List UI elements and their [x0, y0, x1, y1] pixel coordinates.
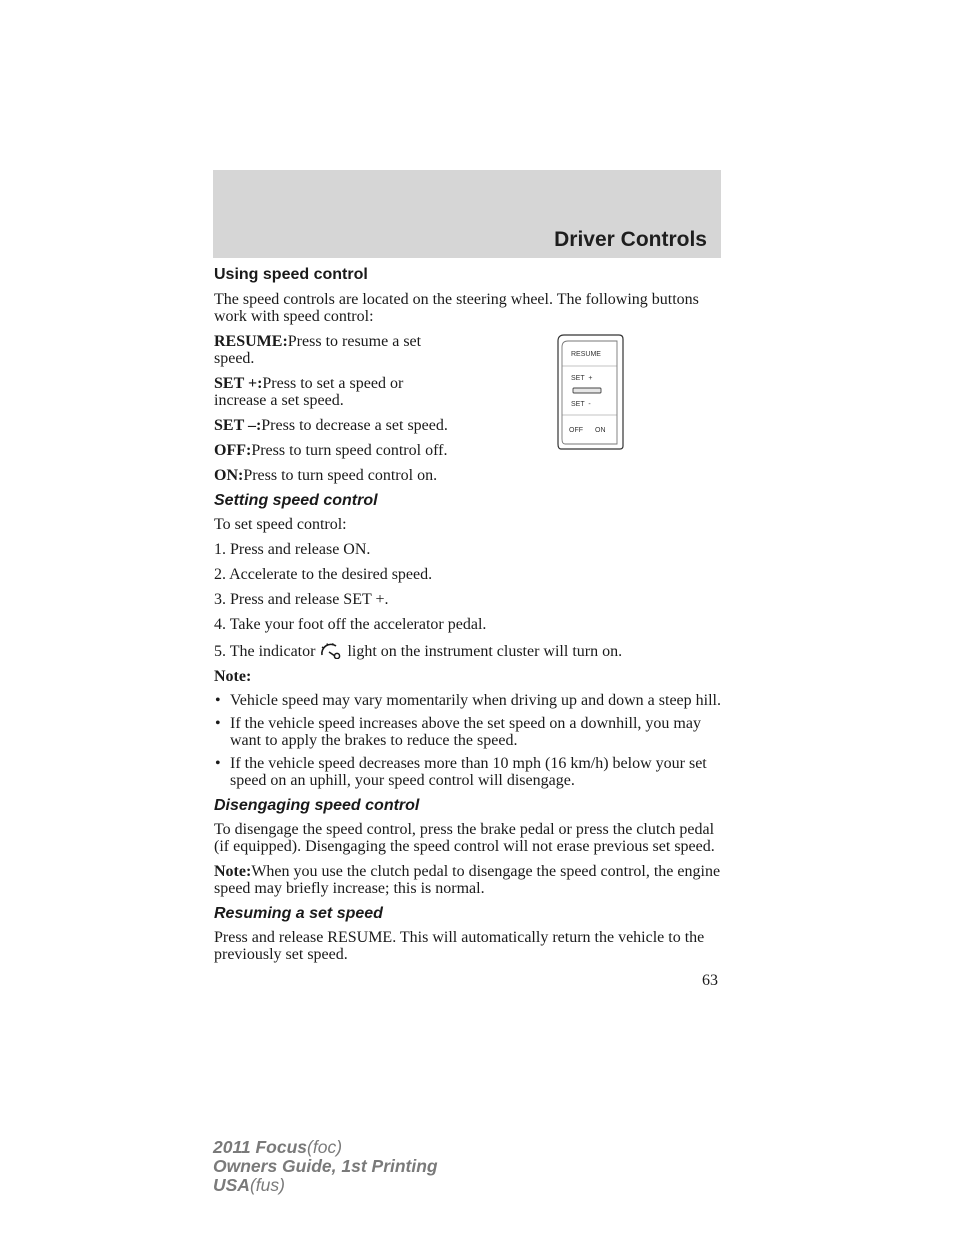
- speed-control-indicator-icon: [319, 641, 343, 659]
- setting-notes: [214, 692, 724, 789]
- definition-on: ON:Press to turn speed control on.: [214, 467, 438, 484]
- switch-label-off: OFF: [569, 427, 583, 434]
- footer: [213, 1138, 438, 1195]
- setting-step-2: 2. Accelerate to the desired speed.: [214, 566, 433, 583]
- speed-control-switch-diagram: [555, 333, 625, 451]
- footer-line-region: USA(fus): [213, 1175, 285, 1195]
- switch-label-set-minus: SET -: [571, 401, 591, 408]
- setting-note-label: Note:: [214, 668, 252, 685]
- definition-resume: RESUME:Press to resume a set speed.: [214, 333, 422, 367]
- section-title: Using speed control: [214, 266, 368, 283]
- list-item: • If the vehicle speed increases above the set speed on a downhill, you may want to apply the brakes to reduce the speed.: [214, 715, 724, 749]
- footer-line-guide: Owners Guide, 1st Printing: [213, 1156, 438, 1176]
- resuming-title: Resuming a set speed: [214, 905, 383, 922]
- disengaging-note: Note:When you use the clutch pedal to disengage the speed control, the engine speed may briefly increase; this is normal.: [214, 863, 721, 897]
- switch-label-resume: RESUME: [571, 351, 601, 358]
- page-content: [214, 266, 724, 971]
- definition-set-minus: SET –:Press to decrease a set speed.: [214, 417, 448, 434]
- setting-intro: To set speed control:: [214, 516, 347, 533]
- switch-label-set-plus: SET +: [571, 375, 593, 382]
- setting-step-3: 3. Press and release SET +.: [214, 591, 389, 608]
- page-number: 63: [702, 972, 718, 989]
- resuming-text: Press and release RESUME. This will automatically return the vehicle to the previously set speed.: [214, 929, 705, 963]
- setting-step-4: 4. Take your foot off the accelerator pedal.: [214, 616, 487, 633]
- definition-set-plus: SET +:Press to set a speed or increase a set speed.: [214, 375, 404, 409]
- list-item: • Vehicle speed may vary momentarily when driving up and down a steep hill.: [214, 692, 724, 709]
- disengaging-title: Disengaging speed control: [214, 797, 420, 814]
- disengaging-text: To disengage the speed control, press the brake pedal or press the clutch pedal (if equipped). Disengaging the speed control will not erase previous set speed.: [214, 821, 715, 855]
- switch-label-on: ON: [595, 427, 606, 434]
- section-intro: The speed controls are located on the steering wheel. The following buttons work with speed control:: [214, 291, 699, 325]
- setting-step-1: 1. Press and release ON.: [214, 541, 371, 558]
- footer-line-model: 2011 Focus(foc): [213, 1137, 343, 1157]
- section-header-bar: [213, 170, 721, 258]
- setting-step-5: 5. The indicator light on the instrument cluster will turn on.: [214, 643, 623, 660]
- definition-off: OFF:Press to turn speed control off.: [214, 442, 448, 459]
- button-definitions: [214, 333, 454, 459]
- section-header-title: Driver Controls: [554, 228, 707, 251]
- setting-title: Setting speed control: [214, 492, 378, 509]
- list-item: • If the vehicle speed decreases more than 10 mph (16 km/h) below your set speed on an uphill, your speed control will disengage.: [214, 755, 724, 789]
